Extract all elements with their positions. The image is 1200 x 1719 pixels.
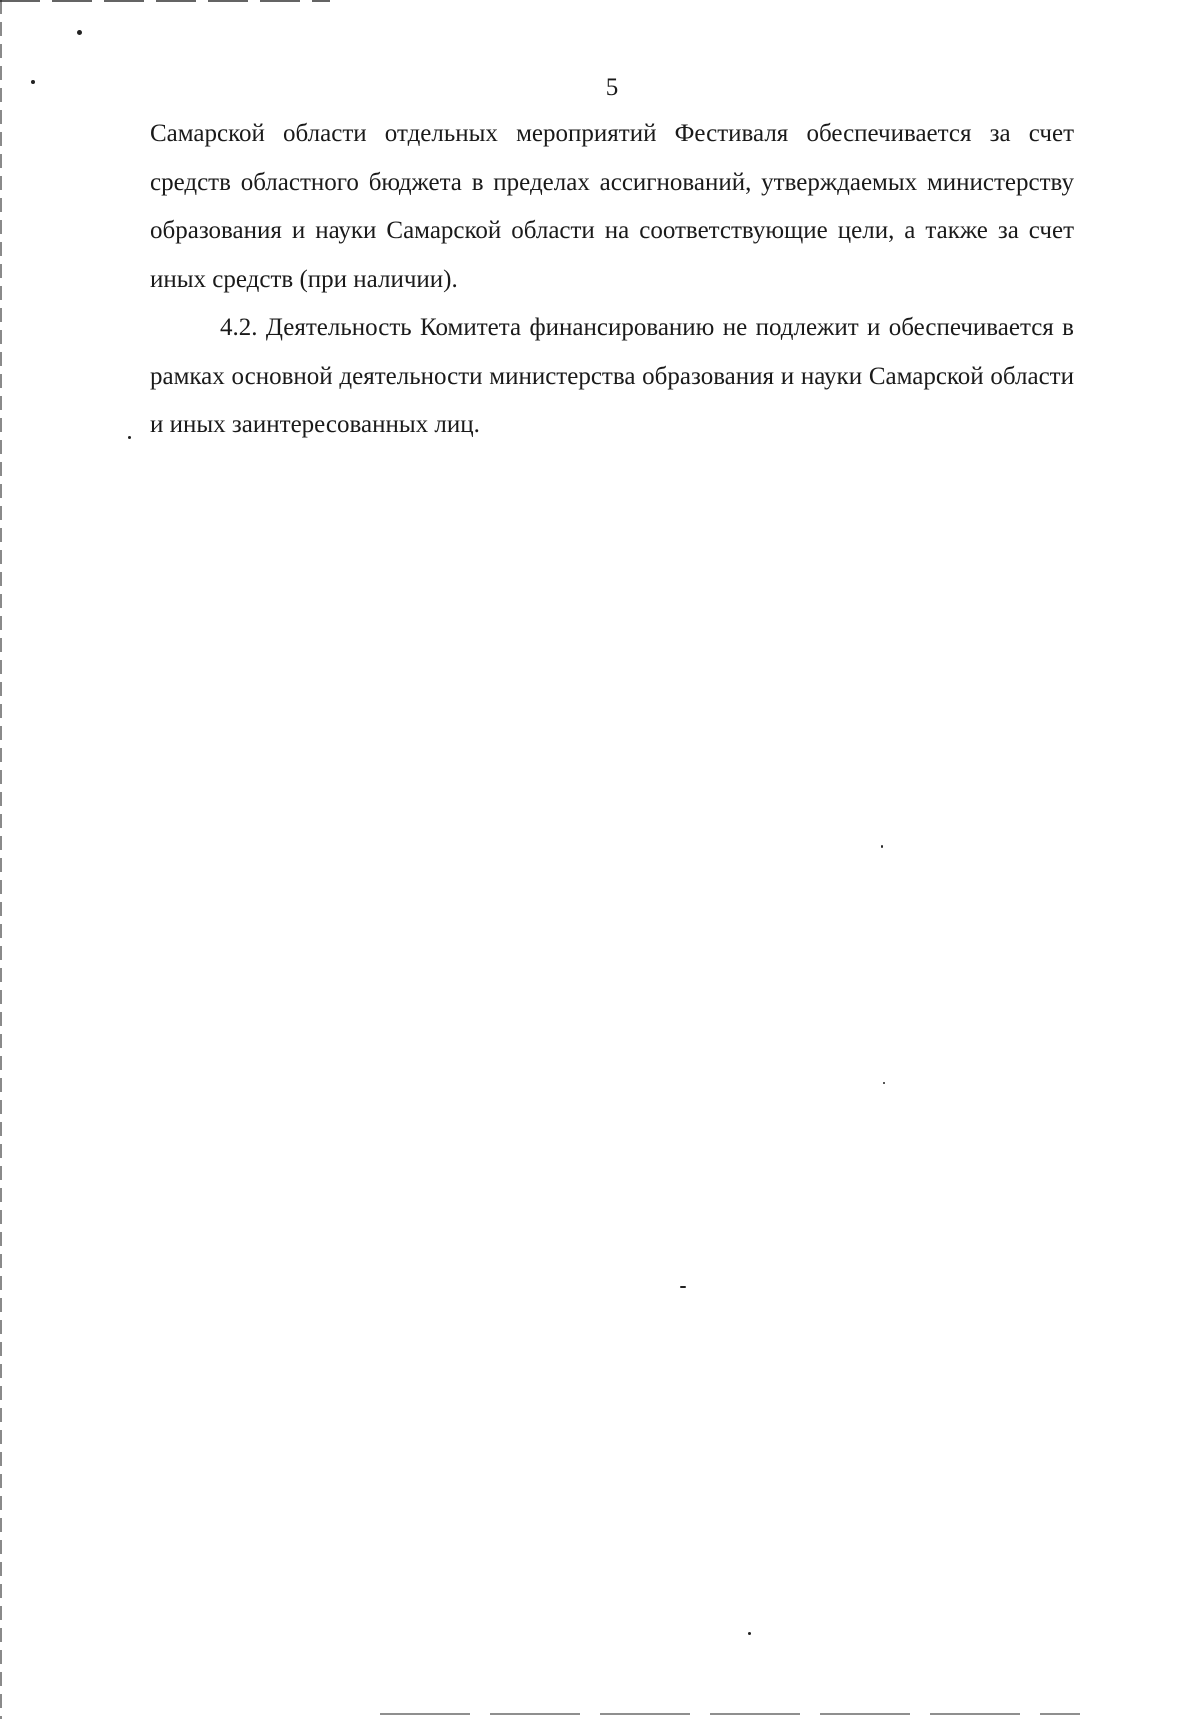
scan-edge-left xyxy=(0,0,2,1719)
paragraph-committee-activity: 4.2. Деятельность Комитета финансированию не подлежит и обеспечивается в рамках основной деятельности министерства образования и науки Самарской области и иных заинтересованных лиц. xyxy=(150,314,1074,438)
document-body xyxy=(150,110,1074,450)
page-number: 5 xyxy=(605,74,619,101)
scan-speck xyxy=(128,436,131,439)
scan-speck xyxy=(881,845,883,848)
scan-speck xyxy=(883,1082,885,1084)
scan-speck xyxy=(77,30,82,35)
scan-speck xyxy=(680,1286,686,1288)
scan-edge-bottom xyxy=(380,1713,1080,1715)
scan-speck xyxy=(748,1632,751,1635)
scan-edge-top xyxy=(0,0,330,2)
paragraph-funding-sources: Самарской области отдельных мероприятий Фестиваля обеспечивается за счет средств областного бюджета в пределах ассигнований, утверждаемых министерству образования и науки Самарской области на соответствующие цели, а также за счет иных средств (при наличии). xyxy=(150,120,1074,293)
